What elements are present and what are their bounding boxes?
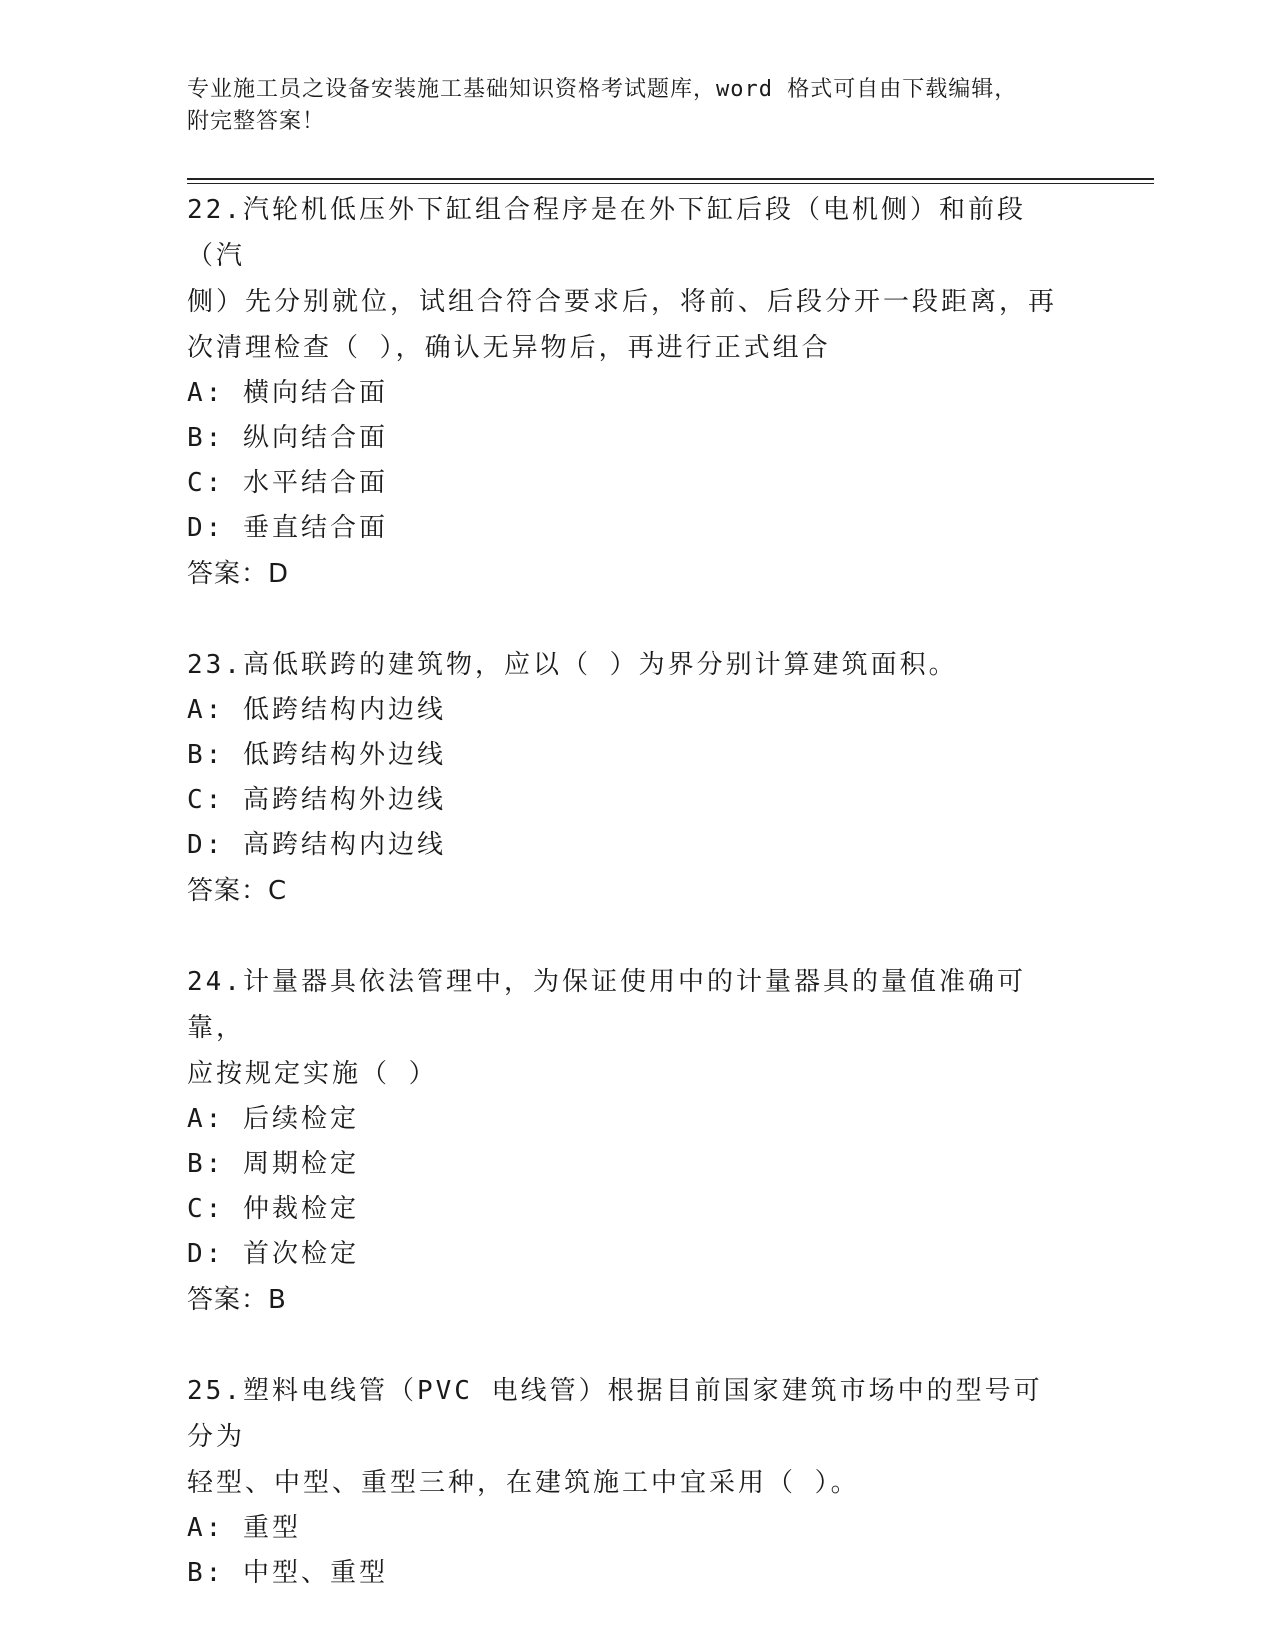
header-line-1: 专业施工员之设备安装施工基础知识资格考试题库，word 格式可自由下载编辑，: [187, 77, 1018, 102]
stem-line: 22.汽轮机低压外下缸组合程序是在外下缸后段（电机侧）和前段（汽: [187, 195, 1026, 271]
question-list: [187, 187, 1067, 1641]
option-b: B: 周期检定: [187, 1149, 359, 1179]
stem-line: 23.高低联跨的建筑物，应以（ ）为界分别计算建筑面积。: [187, 650, 958, 680]
stem-line: 24.计量器具依法管理中，为保证使用中的计量器具的量值准确可靠，: [187, 967, 1026, 1043]
question-stem: [187, 187, 1067, 371]
question-stem: [187, 642, 1067, 688]
option-d: D: 垂直结合面: [187, 513, 388, 543]
stem-line: 侧）先分别就位，试组合符合要求后，将前、后段分开一段距离，再: [187, 287, 1058, 317]
option-c: C: 仲裁检定: [187, 1194, 359, 1224]
question-stem: [187, 1368, 1067, 1506]
document-header: [187, 74, 1087, 138]
question-23: [187, 642, 1067, 914]
question-24: [187, 959, 1067, 1323]
option-d: D: 高跨结构内边线: [187, 830, 446, 860]
question-stem: [187, 959, 1067, 1097]
option-a: A: 重型: [187, 1513, 301, 1543]
header-divider-thin: [187, 183, 1154, 184]
option-b: B: 纵向结合面: [187, 423, 388, 453]
answer: 答案：B: [187, 1285, 287, 1315]
question-25: [187, 1368, 1067, 1596]
option-a: A: 横向结合面: [187, 378, 388, 408]
option-a: A: 低跨结构内边线: [187, 695, 446, 725]
stem-line: 次清理检查（ ），确认无异物后，再进行正式组合: [187, 333, 831, 363]
option-a: A: 后续检定: [187, 1104, 359, 1134]
stem-line: 应按规定实施（ ）: [187, 1059, 438, 1089]
answer: 答案：C: [187, 876, 288, 906]
option-b: B: 低跨结构外边线: [187, 740, 446, 770]
question-22: [187, 187, 1067, 597]
option-c: C: 水平结合面: [187, 468, 388, 498]
option-d: D: 首次检定: [187, 1239, 359, 1269]
answer: 答案：D: [187, 559, 290, 589]
option-c: C: 高跨结构外边线: [187, 785, 446, 815]
stem-line: 25.塑料电线管（PVC 电线管）根据目前国家建筑市场中的型号可分为: [187, 1376, 1043, 1452]
option-b: B: 中型、重型: [187, 1558, 388, 1588]
stem-line: 轻型、中型、重型三种，在建筑施工中宜采用（ ）。: [187, 1468, 860, 1498]
header-line-2: 附完整答案！: [187, 109, 326, 134]
header-divider-thick: [187, 178, 1154, 180]
